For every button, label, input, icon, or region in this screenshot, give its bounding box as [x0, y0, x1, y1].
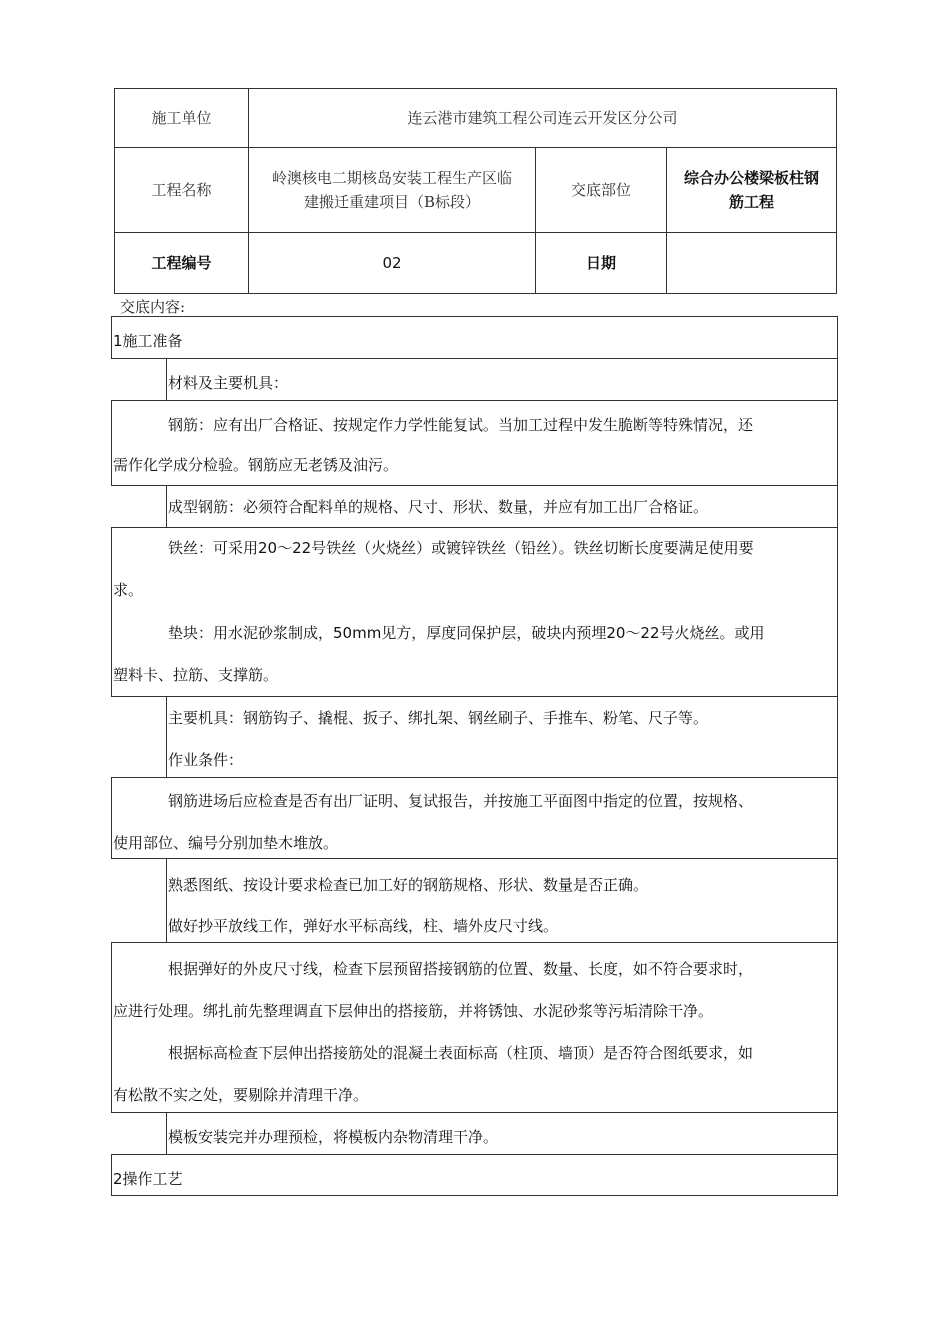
wire-line2: 求。 [113, 581, 144, 599]
steel-line1: 钢筋：应有出厂合格证、按规定作力学性能复试。当加工过程中发生脆断等特殊情况，还 [168, 416, 754, 434]
level-line1: 根据标高检查下层伸出搭接筋处的混凝土表面标高（柱顶、墙顶）是否符合图纸要求，如 [168, 1044, 754, 1062]
section2-title-box [111, 1154, 838, 1196]
drawings-text: 熟悉图纸、按设计要求检查已加工好的钢筋规格、形状、数量是否正确。 [168, 876, 649, 894]
part-label: 交底部位 [536, 148, 667, 232]
pad-line2: 塑料卡、拉筋、支撑筋。 [113, 666, 279, 684]
name-value-line1: 岭澳核电二期核岛安装工程生产区临 [271, 168, 512, 187]
arrival-line1: 钢筋进场后应检查是否有出厂证明、复试报告，并按施工平面图中指定的位置，按规格、 [168, 792, 754, 810]
section1-title: 1施工准备 [113, 332, 183, 350]
date-value [667, 232, 837, 293]
level-line2: 有松散不实之处，要剔除并清理干净。 [113, 1086, 369, 1104]
content-label: 交底内容: [120, 298, 186, 316]
code-value: 02 [249, 232, 536, 293]
formed-steel-text: 成型钢筋：必须符合配料单的规格、尺寸、形状、数量，并应有加工出厂合格证。 [168, 498, 709, 516]
header-table [114, 88, 837, 294]
name-row [115, 148, 837, 232]
code-row [115, 232, 837, 293]
check-line2: 应进行处理。绑扎前先整理调直下层伸出的搭接筋，并将锈蚀、水泥砂浆等污垢清除干净。 [113, 1002, 714, 1020]
tools-text: 主要机具：钢筋钩子、撬棍、扳子、绑扎架、钢丝刷子、手推车、粉笔、尺子等。 [168, 709, 709, 727]
name-value-line2: 建搬迁重建项目（B标段） [303, 192, 481, 211]
arrival-line2: 使用部位、编号分别加垫木堆放。 [113, 834, 339, 852]
part-value-line2: 筋工程 [729, 192, 775, 211]
check-line1: 根据弹好的外皮尺寸线，检查下层预留搭接钢筋的位置、数量、长度，如不符合要求时， [168, 960, 754, 978]
unit-row [115, 89, 837, 148]
code-label: 工程编号 [115, 232, 249, 293]
section1-title-box [111, 316, 838, 359]
name-value [249, 148, 536, 232]
date-label: 日期 [536, 232, 667, 293]
part-value [667, 148, 837, 232]
leveling-text: 做好抄平放线工作，弹好水平标高线，柱、墙外皮尺寸线。 [168, 917, 559, 935]
steel-line2: 需作化学成分检验。钢筋应无老锈及油污。 [113, 456, 399, 474]
materials-title: 材料及主要机具： [168, 374, 289, 392]
conditions-title: 作业条件： [168, 751, 244, 769]
wire-line1: 铁丝：可采用20～22号铁丝（火烧丝）或镀锌铁丝（铅丝）。铁丝切断长度要满足使用要 [168, 539, 754, 557]
section2-title: 2操作工艺 [113, 1170, 183, 1188]
unit-value: 连云港市建筑工程公司连云开发区分公司 [249, 89, 837, 148]
name-label: 工程名称 [115, 148, 249, 232]
part-value-line1: 综合办公楼梁板柱钢 [684, 168, 820, 187]
unit-label: 施工单位 [115, 89, 249, 148]
pad-line1: 垫块：用水泥砂浆制成，50mm见方，厚度同保护层，破块内预埋20～22号火烧丝。或用 [168, 624, 765, 642]
formwork-text: 模板安装完并办理预检，将模板内杂物清理干净。 [168, 1128, 499, 1146]
